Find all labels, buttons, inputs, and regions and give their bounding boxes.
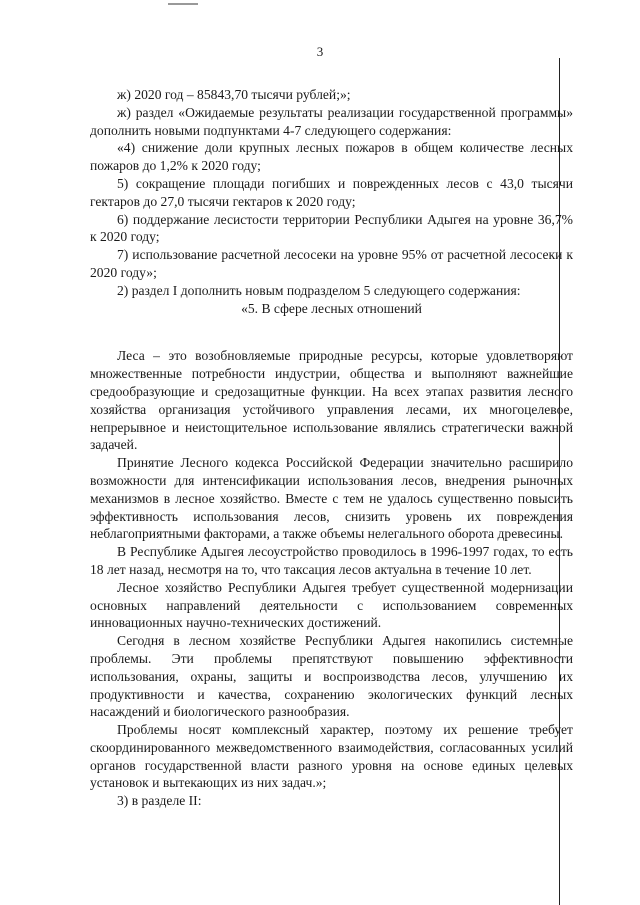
- paragraph-item-4: «4) снижение доли крупных лесных пожаров в общем количестве лесных пожаров до 1,2% к 2020 году;: [90, 140, 573, 174]
- paragraph-2020-budget: ж) 2020 год – 85843,70 тысячи рублей;»;: [117, 87, 351, 102]
- paragraph-forest-code: Принятие Лесного кодекса Российской Федерации значительно расширило возможности для интенсификации использования лесов, внедрения рыночных механизмов в лесное хозяйство. Вместе с тем не удалось существенно повысить эффективность использования лесов, снизить уровень их повреждения неблагоприятными факторами, а также объемы нелегального оборота древесины.: [90, 455, 573, 542]
- paragraph-section-amendment: 2) раздел I дополнить новым подразделом 5 следующего содержания:: [117, 282, 521, 298]
- scan-artifact: [168, 3, 198, 5]
- paragraph-complex-nature: Проблемы носят комплексный характер, поэтому их решение требует скоординированного межведомственного взаимодействия, согласованных усилий органов государственной власти разного уровня на основе единых целевых установок и вытекающих из них задач.»;: [90, 722, 573, 791]
- paragraph-forests-resources: Леса – это возобновляемые природные ресурсы, которые удовлетворяют множественные потребности индустрии, общества и выполняют важнейшие средообразующие и средозащитные функции. На всех этапах развития лесного хозяйства организация устойчивого управления лесами, их многоцелевое, непрерывное и неистощительное использование являлись стратегически важной задачей.: [90, 348, 573, 453]
- paragraph-forest-inventory: В Республике Адыгея лесоустройство проводилось в 1996-1997 годах, то есть 18 лет назад, несмотря на то, что таксация лесов актуальна в течение 10 лет.: [90, 544, 573, 577]
- paragraph-modernization: Лесное хозяйство Республики Адыгея требует существенной модернизации основных направлений деятельности с использованием современных инновационных научно-технических достижений.: [90, 579, 573, 631]
- paragraph-item-7: 7) использование расчетной лесосеки на уровне 95% от расчетной лесосеки к 2020 году»;: [90, 247, 573, 280]
- section-heading: «5. В сфере лесных отношений: [241, 300, 422, 316]
- paragraph-item-6: 6) поддержание лесистости территории Республики Адыгея на уровне 36,7% к 2020 году;: [90, 211, 573, 245]
- paragraph-systemic-problems: Сегодня в лесном хозяйстве Республики Адыгея накопились системные проблемы. Эти проблемы препятствуют повышению эффективности использования, охраны, защиты и воспроизводства лесов, улучшению их продуктивности и качества, сохранению экологических функций лесных насаждений и биологического разнообразия.: [90, 633, 573, 720]
- document-body: [90, 86, 573, 810]
- page-number: 3: [316, 44, 324, 59]
- paragraph-expected-results: ж) раздел «Ожидаемые результаты реализации государственной программы» дополнить новыми подпунктами 4-7 следующего содержания:: [90, 104, 573, 138]
- paragraph-section-ii: 3) в разделе II:: [117, 793, 202, 809]
- paragraph-item-5: 5) сокращение площади погибших и поврежденных лесов с 43,0 тысячи гектаров до 27,0 тысячи гектаров к 2020 году;: [90, 175, 573, 209]
- spacer: [90, 317, 573, 347]
